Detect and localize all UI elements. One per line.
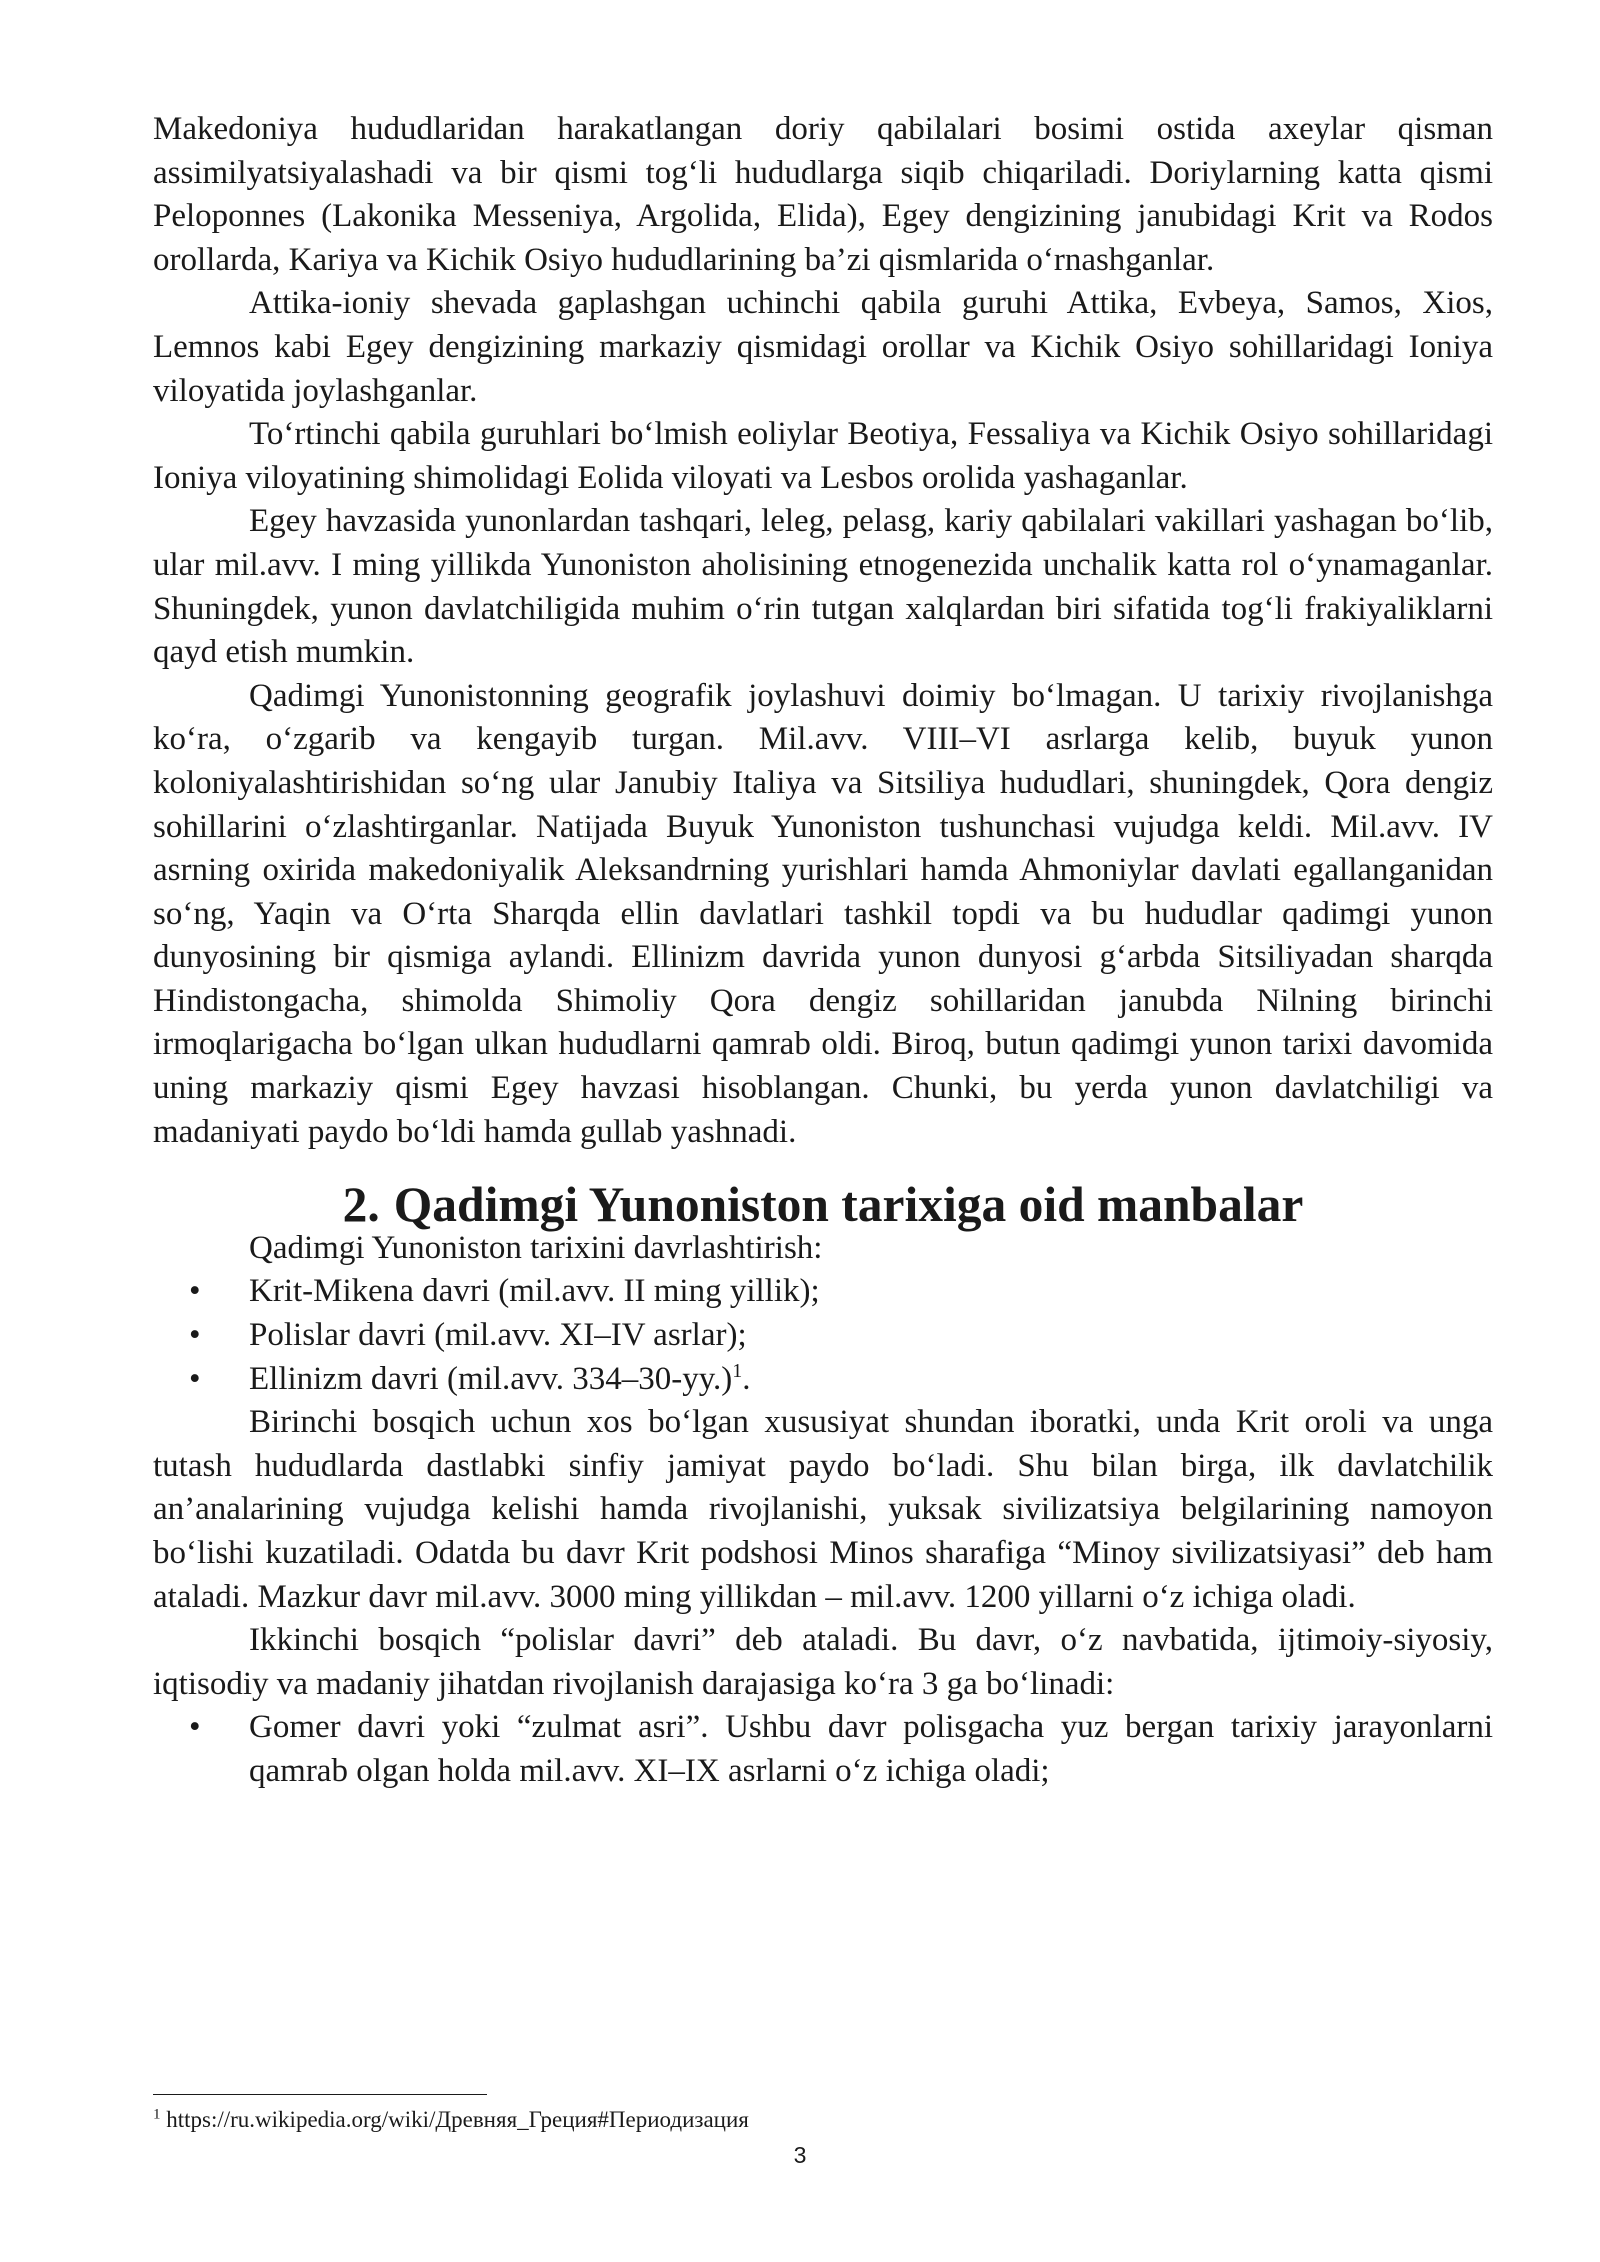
footnote-marker: 1 bbox=[153, 2106, 161, 2123]
list-item bbox=[153, 1358, 1493, 1402]
periodization-intro: Qadimgi Yunoniston tarixini davrlashtirish: bbox=[249, 1229, 823, 1266]
bullet-icon: • bbox=[189, 1317, 201, 1354]
list-item bbox=[153, 1314, 1493, 1358]
list-item bbox=[153, 1270, 1493, 1314]
footnote-link[interactable]: https://ru.wikipedia.org/wiki/Древняя_Греция#Периодизация bbox=[160, 2107, 749, 2132]
section-title: Qadimgi Yunoniston tarixiga oid manbalar bbox=[393, 1177, 1304, 1233]
section-number: 2. bbox=[342, 1177, 380, 1233]
list-item-text: Ellinizm davri (mil.avv. 334–30-yy.) bbox=[249, 1360, 733, 1397]
list-item bbox=[153, 1706, 1493, 1793]
page-body bbox=[153, 108, 1493, 1794]
list-item-end: . bbox=[742, 1360, 751, 1397]
paragraph-geography: Qadimgi Yunonistonning geografik joylashuvi doimiy bo‘lmagan. U tarixiy rivojlanishga ko‘ra, o‘zgarib va kengayib turgan. Mil.avv. VIII–VI asrlarga kelib, buyuk yunon koloniyalashtirishidan so‘ng ular Janubiy Italiya va Sitsiliya hududlari, shuningdek, Qora dengiz sohillarini o‘zlashtirganlar. Natijada Buyuk Yunoniston tushunchasi vujudga keldi. Mil.avv. IV asrning oxirida makedoniyalik Aleksandrning yurishlari hamda Ahmoniylar davlati egallanganidan so‘ng, Yaqin va O‘rta Sharqda ellin davlatlari tashkil topdi va bu hududlar qadimgi yunon dunyosining bir qismiga aylandi. Ellinizm davrida yunon dunyosi g‘arbda Sitsiliyadan sharqda Hindistongacha, shimolda Shimoliy Qora dengiz sohillaridan janubda Nilning birinchi irmoqlarigacha bo‘lgan ulkan hududlarni qamrab oldi. Biroq, butun qadimgi yunon tarixi davomida uning markaziy qismi Egey havzasi hisoblangan. Chunki, bu yerda yunon davlatchiligi va madaniyati paydo bo‘ldi hamda gullab yashnadi. bbox=[153, 677, 1493, 1150]
list-item-text: Polislar davri (mil.avv. XI–IV asrlar); bbox=[249, 1317, 747, 1354]
paragraph-doriy-tribes: Makedoniya hududlaridan harakatlangan doriy qabilalari bosimi ostida axeylar qisman assimilyatsiyalashadi va bir qismi tog‘li hududlarga siqib chiqariladi. Doriylarning katta qismi Peloponnes (Lakonika Messeniya, Argolida, Elida), Egey dengizining janubidagi Krit va Rodos orollarda, Kariya va Kichik Osiyo hududlarining ba’zi qismlarida o‘rnashganlar. bbox=[153, 111, 1493, 278]
bullet-icon: • bbox=[189, 1273, 201, 1310]
footnote-reference[interactable]: 1 bbox=[732, 1359, 743, 1382]
list-item-text: Krit-Mikena davri (mil.avv. II ming yillik); bbox=[249, 1273, 820, 1310]
list-item-text: Gomer davri yoki “zulmat asri”. Ushbu davr polisgacha yuz bergan tarixiy jarayonlarni qamrab olgan holda mil.avv. XI–IX asrlarni o‘z ichiga oladi; bbox=[249, 1709, 1493, 1789]
paragraph-second-stage: Ikkinchi bosqich “polislar davri” deb ataladi. Bu davr, o‘z navbatida, ijtimoiy-siyosiy, iqtisodiy va madaniy jihatdan rivojlanish darajasiga ko‘ra 3 ga bo‘linadi: bbox=[153, 1622, 1493, 1702]
subperiods-list bbox=[153, 1706, 1493, 1793]
section-heading bbox=[153, 1177, 1493, 1233]
page-number: 3 bbox=[793, 2142, 807, 2168]
footnote-divider bbox=[153, 2094, 487, 2095]
bullet-icon: • bbox=[189, 1709, 201, 1746]
paragraph-eoliylar: To‘rtinchi qabila guruhlari bo‘lmish eoliylar Beotiya, Fessaliya va Kichik Osiyo sohillaridagi Ioniya viloyatining shimolidagi Eolida viloyati va Lesbos orolida yashaganlar. bbox=[153, 416, 1493, 496]
bullet-icon: • bbox=[189, 1360, 201, 1397]
paragraph-first-stage: Birinchi bosqich uchun xos bo‘lgan xususiyat shundan iboratki, unda Krit oroli va unga tutash hududlarda dastlabki sinfiy jamiyat paydo bo‘ladi. Shu bilan birga, ilk davlatchilik an’analarining vujudga kelishi hamda rivojlanishi, yuksak sivilizatsiya belgilarining namoyon bo‘lishi kuzatiladi. Odatda bu davr Krit podshosi Minos sharafiga “Minoy sivilizatsiyasi” deb ham ataladi. Mazkur davr mil.avv. 3000 ming yillikdan – mil.avv. 1200 yillarni o‘z ichiga oladi. bbox=[153, 1404, 1493, 1615]
footnote bbox=[153, 2105, 1153, 2135]
periods-list bbox=[153, 1270, 1493, 1401]
paragraph-attika-ioniy: Attika-ioniy shevada gaplashgan uchinchi qabila guruhi Attika, Evbeya, Samos, Xios, Lemnos kabi Egey dengizining markaziy qismidagi orollar va Kichik Osiyo sohillaridagi Ioniya viloyatida joylashganlar. bbox=[153, 285, 1493, 409]
paragraph-egey-basin: Egey havzasida yunonlardan tashqari, leleg, pelasg, kariy qabilalari vakillari yashagan bo‘lib, ular mil.avv. I ming yillikda Yunoniston aholisining etnogenezida unchalik katta rol o‘ynamaganlar. Shuningdek, yunon davlatchiligida muhim o‘rin tutgan xalqlardan biri sifatida tog‘li frakiyaliklarni qayd etish mumkin. bbox=[153, 503, 1493, 671]
